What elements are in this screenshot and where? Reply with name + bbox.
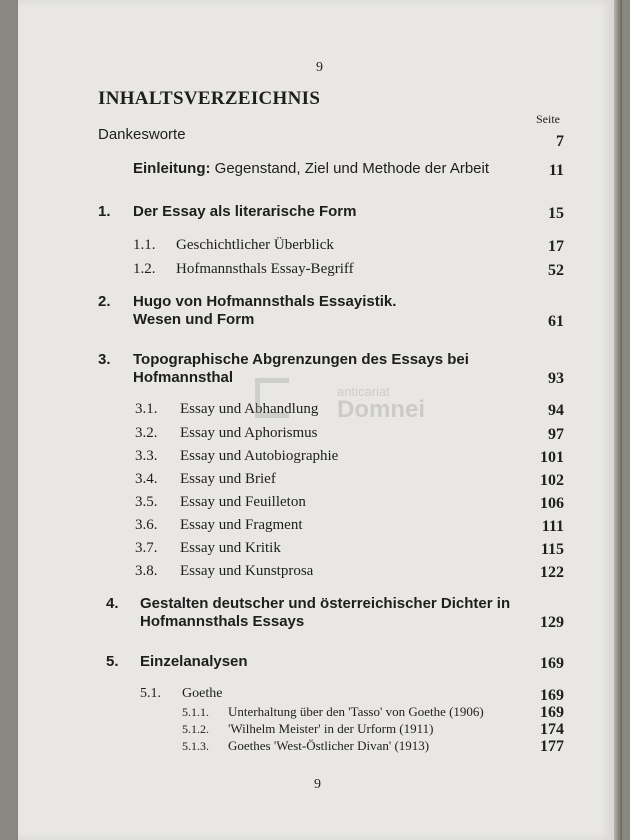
toc-page-einleitung: 11	[548, 162, 564, 179]
toc-num-4: 4.	[106, 595, 119, 612]
toc-num-5-1: 5.1.	[140, 686, 161, 701]
toc-entry-einleitung	[133, 160, 489, 177]
toc-page-5-1-2: 174	[540, 721, 564, 738]
toc-page-3: 93	[548, 370, 564, 387]
toc-num-5-1-1: 5.1.1.	[182, 705, 209, 719]
toc-page-3-2: 97	[548, 426, 564, 443]
toc-page-1-1: 17	[548, 238, 564, 255]
toc-page-4: 129	[540, 614, 564, 631]
toc-page-5-1-1: 169	[540, 704, 564, 721]
einleitung-text: Gegenstand, Ziel und Methode der Arbeit	[210, 160, 490, 177]
toc-num-2: 2.	[98, 293, 111, 310]
watermark-frame-icon	[255, 378, 289, 418]
watermark-logo	[255, 376, 426, 426]
toc-entry-3-5: Essay und Feuilleton	[180, 494, 306, 510]
seite-label: Seite	[536, 112, 560, 126]
toc-page-2: 61	[548, 313, 564, 330]
toc-page-3-8: 122	[540, 564, 564, 581]
toc-num-3-3: 3.3.	[135, 448, 158, 464]
toc-entry-3-6: Essay und Fragment	[180, 517, 303, 533]
toc-page-5-1: 169	[540, 687, 564, 704]
toc-entry-dankesworte: Dankesworte	[98, 126, 186, 143]
toc-num-5-1-3: 5.1.3.	[182, 739, 209, 753]
book-page	[18, 0, 614, 840]
toc-num-3-6: 3.6.	[135, 517, 158, 533]
toc-entry-3-7: Essay und Kritik	[180, 540, 281, 556]
toc-page-3-4: 102	[540, 472, 564, 489]
toc-entry-3-3: Essay und Autobiographie	[180, 448, 339, 464]
page-number-top: 9	[316, 60, 323, 75]
toc-page-3-1: 94	[548, 402, 564, 419]
einleitung-label: Einleitung:	[133, 160, 211, 177]
toc-entry-3-1: Essay und Abhandlung	[180, 401, 319, 417]
toc-num-5: 5.	[106, 653, 119, 670]
toc-entry-5-1-3: Goethes 'West-Östlicher Divan' (1913)	[228, 738, 430, 753]
page-number-bottom: 9	[314, 777, 321, 792]
toc-page-3-7: 115	[540, 541, 564, 558]
watermark-line2: Domnei	[337, 396, 426, 423]
toc-page-5: 169	[540, 655, 564, 672]
toc-page-3-5: 106	[540, 495, 564, 512]
toc-page-1-2: 52	[548, 262, 564, 279]
toc-entry-3-8: Essay und Kunstprosa	[180, 563, 314, 579]
toc-entry-3-2: Essay und Aphorismus	[180, 425, 318, 441]
toc-num-1-2: 1.2.	[133, 261, 156, 277]
toc-entry-3-4: Essay und Brief	[180, 471, 276, 487]
toc-entry-1: Der Essay als literarische Form	[133, 203, 357, 220]
toc-num-3-1: 3.1.	[135, 401, 158, 417]
toc-page-1: 15	[548, 205, 564, 222]
toc-entry-3-line2: Hofmannsthal	[133, 369, 234, 386]
watermark-line1: anticariat	[337, 384, 390, 399]
toc-page-3-6: 111	[541, 518, 564, 535]
toc-entry-1-2: Hofmannsthals Essay-Begriff	[176, 261, 354, 277]
toc-num-5-1-2: 5.1.2.	[182, 722, 209, 736]
toc-num-3-8: 3.8.	[135, 563, 158, 579]
toc-page-5-1-3: 177	[540, 738, 564, 755]
toc-num-1: 1.	[98, 203, 111, 220]
toc-title: INHALTSVERZEICHNIS	[98, 88, 321, 109]
toc-num-3-2: 3.2.	[135, 425, 158, 441]
toc-entry-5-1-2: 'Wilhelm Meister' in der Urform (1911)	[228, 721, 434, 736]
toc-entry-5: Einzelanalysen	[140, 653, 248, 670]
toc-num-1-1: 1.1.	[133, 237, 156, 253]
toc-entry-4-line1: Gestalten deutscher und österreichischer Dichter in	[140, 595, 511, 612]
toc-entry-2-line1: Hugo von Hofmannsthals Essayistik.	[133, 293, 397, 310]
toc-page-3-3: 101	[540, 449, 564, 466]
toc-num-3-4: 3.4.	[135, 471, 158, 487]
toc-entry-3-line1: Topographische Abgrenzungen des Essays bei	[133, 351, 469, 368]
toc-entry-1-1: Geschichtlicher Überblick	[176, 237, 334, 253]
toc-entry-5-1-1: Unterhaltung über den 'Tasso' von Goethe (1906)	[228, 704, 484, 719]
toc-num-3: 3.	[98, 351, 111, 368]
toc-entry-2-line2: Wesen und Form	[133, 311, 255, 328]
toc-num-3-7: 3.7.	[135, 540, 158, 556]
toc-num-3-5: 3.5.	[135, 494, 158, 510]
toc-entry-5-1: Goethe	[182, 686, 223, 701]
toc-entry-4-line2: Hofmannsthals Essays	[140, 613, 305, 630]
toc-page-dankesworte: 7	[556, 133, 564, 150]
